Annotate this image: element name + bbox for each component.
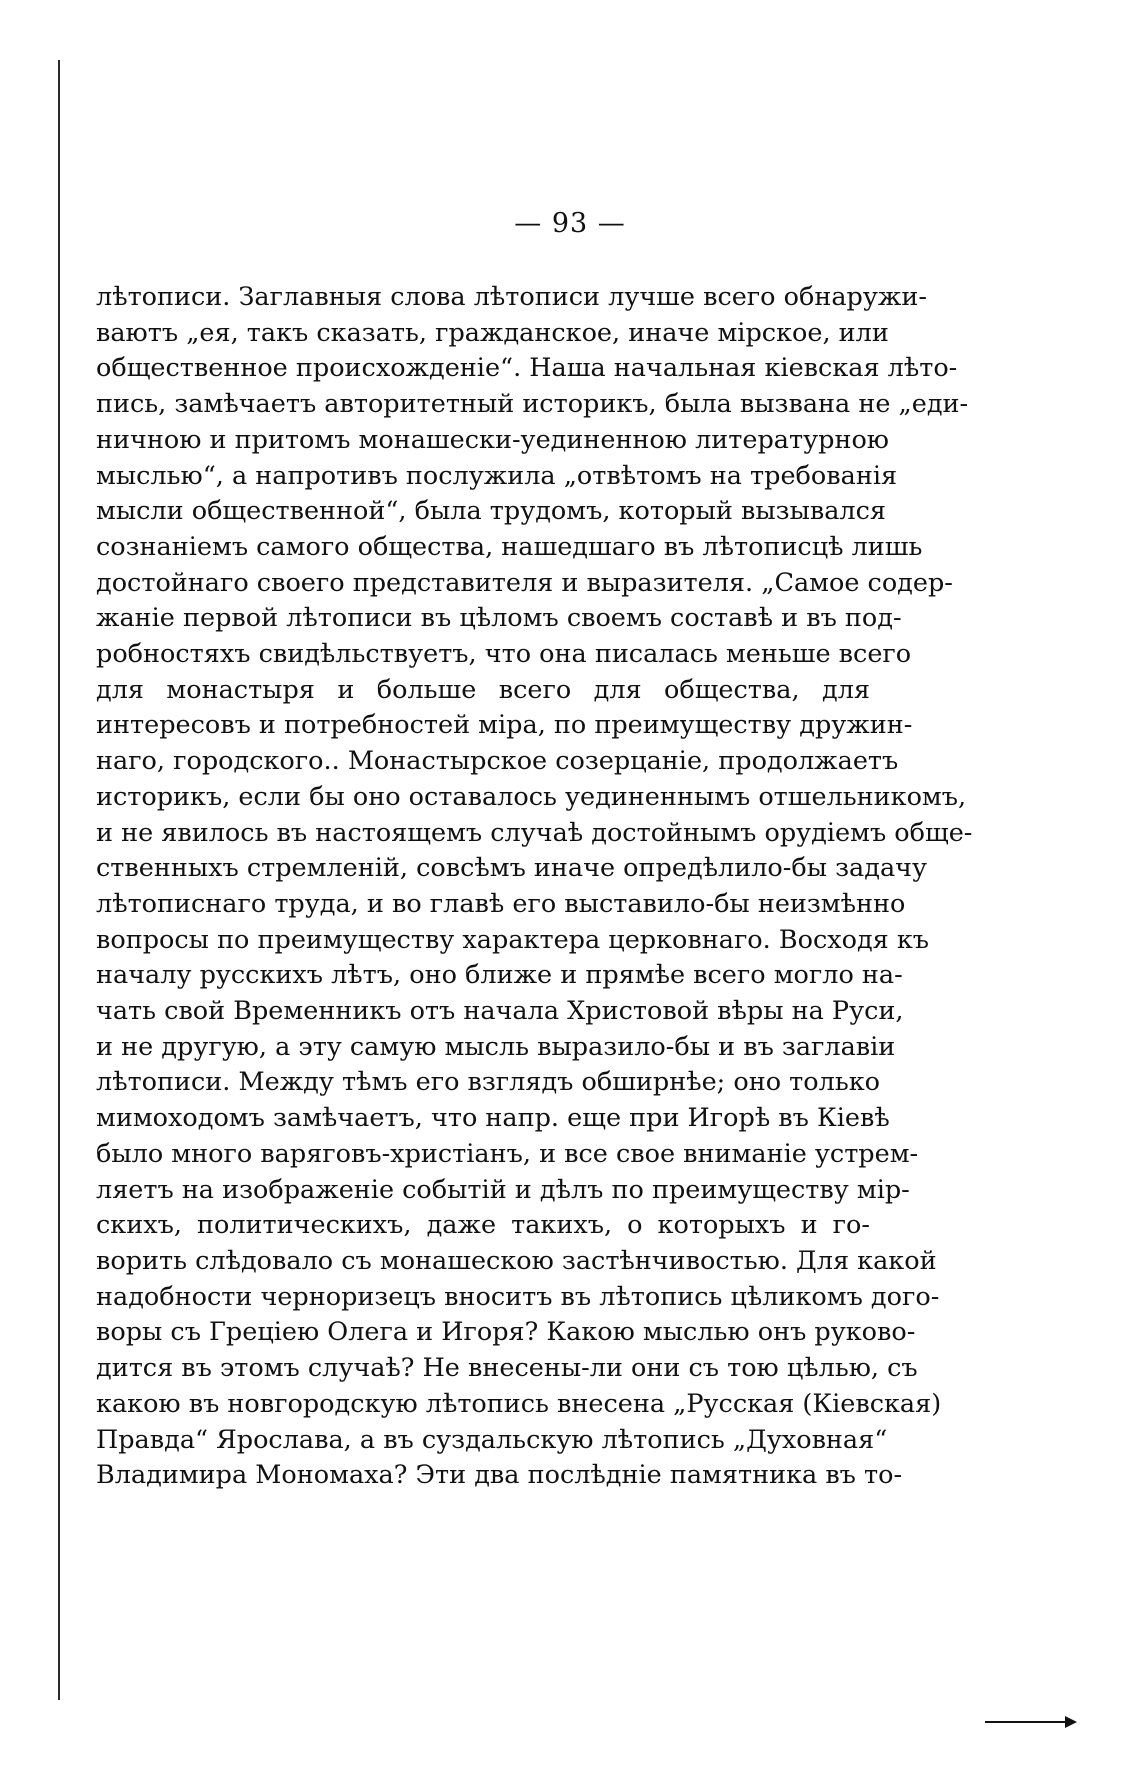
text-line: ляетъ на изображеніе событій и дѣлъ по преимуществу мір- — [96, 1174, 910, 1205]
page-edge-line — [58, 60, 60, 1700]
body-text — [96, 280, 973, 1494]
text-line: сознаніемъ самого общества, нашедшаго въ лѣтописцѣ лишь — [96, 531, 923, 562]
text-line: началу русскихъ лѣтъ, оно ближе и прямѣе всего могло на- — [96, 960, 903, 991]
right-arrow-icon — [985, 1715, 1077, 1729]
text-line: ничною и притомъ монашески-уединенною литературною — [96, 424, 889, 455]
text-line: жаніе первой лѣтописи въ цѣломъ своемъ составѣ и въ под- — [96, 603, 902, 634]
text-line: Правда“ Ярослава, а въ суздальскую лѣтопись „Духовная“ — [96, 1424, 888, 1455]
page-number: — 93 — — [514, 208, 626, 239]
text-line: достойнаго своего представителя и выразителя. „Самое содер- — [96, 567, 953, 598]
text-line: чать свой Временникъ отъ начала Христовой вѣры на Руси, — [96, 996, 904, 1027]
text-line: надобности черноризецъ вноситъ въ лѣтопись цѣликомъ дого- — [96, 1281, 940, 1312]
text-line: мимоходомъ замѣчаетъ, что напр. еще при Игорѣ въ Кіевѣ — [96, 1103, 890, 1134]
text-line: лѣтописи. Между тѣмъ его взглядъ обширнѣе; оно только — [96, 1067, 881, 1098]
text-line: дится въ этомъ случаѣ? Не внесены-ли они съ тою цѣлью, съ — [96, 1353, 918, 1384]
text-line: Владимира Мономаха? Эти два послѣдніе памятника въ то- — [96, 1460, 903, 1491]
text-line: ворить слѣдовало съ монашескою застѣнчивостью. Для какой — [96, 1245, 937, 1276]
text-line: общественное происхожденіе“. Наша начальная кіевская лѣто- — [96, 353, 958, 384]
text-line: вопросы по преимуществу характера церковнаго. Восходя къ — [96, 924, 930, 955]
text-line: для монастыря и больше всего для общества, для — [96, 674, 870, 705]
text-line: какою въ новгородскую лѣтопись внесена „Русская (Кіевская) — [96, 1388, 942, 1419]
text-line: и не явилось въ настоящемъ случаѣ достойнымъ орудіемъ обще- — [96, 817, 973, 848]
text-line: и не другую, а эту самую мысль выразило-бы и въ заглавіи — [96, 1031, 896, 1062]
text-line: было много варяговъ-христіанъ, и все свое вниманіе устрем- — [96, 1138, 919, 1169]
text-line: робностяхъ свидѣльствуетъ, что она писалась меньше всего — [96, 639, 912, 670]
text-line: мысли общественной“, была трудомъ, который вызывался — [96, 496, 887, 527]
text-line: наго, городского.. Монастырское созерцаніе, продолжаетъ — [96, 746, 899, 777]
text-line: скихъ, политическихъ, даже такихъ, о которыхъ и го- — [96, 1210, 870, 1241]
text-line: воры съ Греціею Олега и Игоря? Какою мыслью онъ руково- — [96, 1317, 916, 1348]
text-line: историкъ, если бы оно оставалось уединеннымъ отшельникомъ, — [96, 781, 967, 812]
text-line: мыслью“, а напротивъ послужила „отвѣтомъ на требованія — [96, 460, 898, 491]
text-line: лѣтописнаго труда, и во главѣ его выставило-бы неизмѣнно — [96, 888, 906, 919]
text-line: лѣтописи. Заглавныя слова лѣтописи лучше всего обнаружи- — [96, 282, 927, 312]
text-line: интересовъ и потребностей міра, по преимуществу дружин- — [96, 710, 913, 741]
text-line: пись, замѣчаетъ авторитетный историкъ, была вызвана не „еди- — [96, 389, 969, 420]
text-line: ственныхъ стремленій, совсѣмъ иначе опредѣлило-бы задачу — [96, 853, 928, 884]
text-line: ваютъ „ея, такъ сказать, гражданское, иначе мірское, или — [96, 317, 889, 348]
